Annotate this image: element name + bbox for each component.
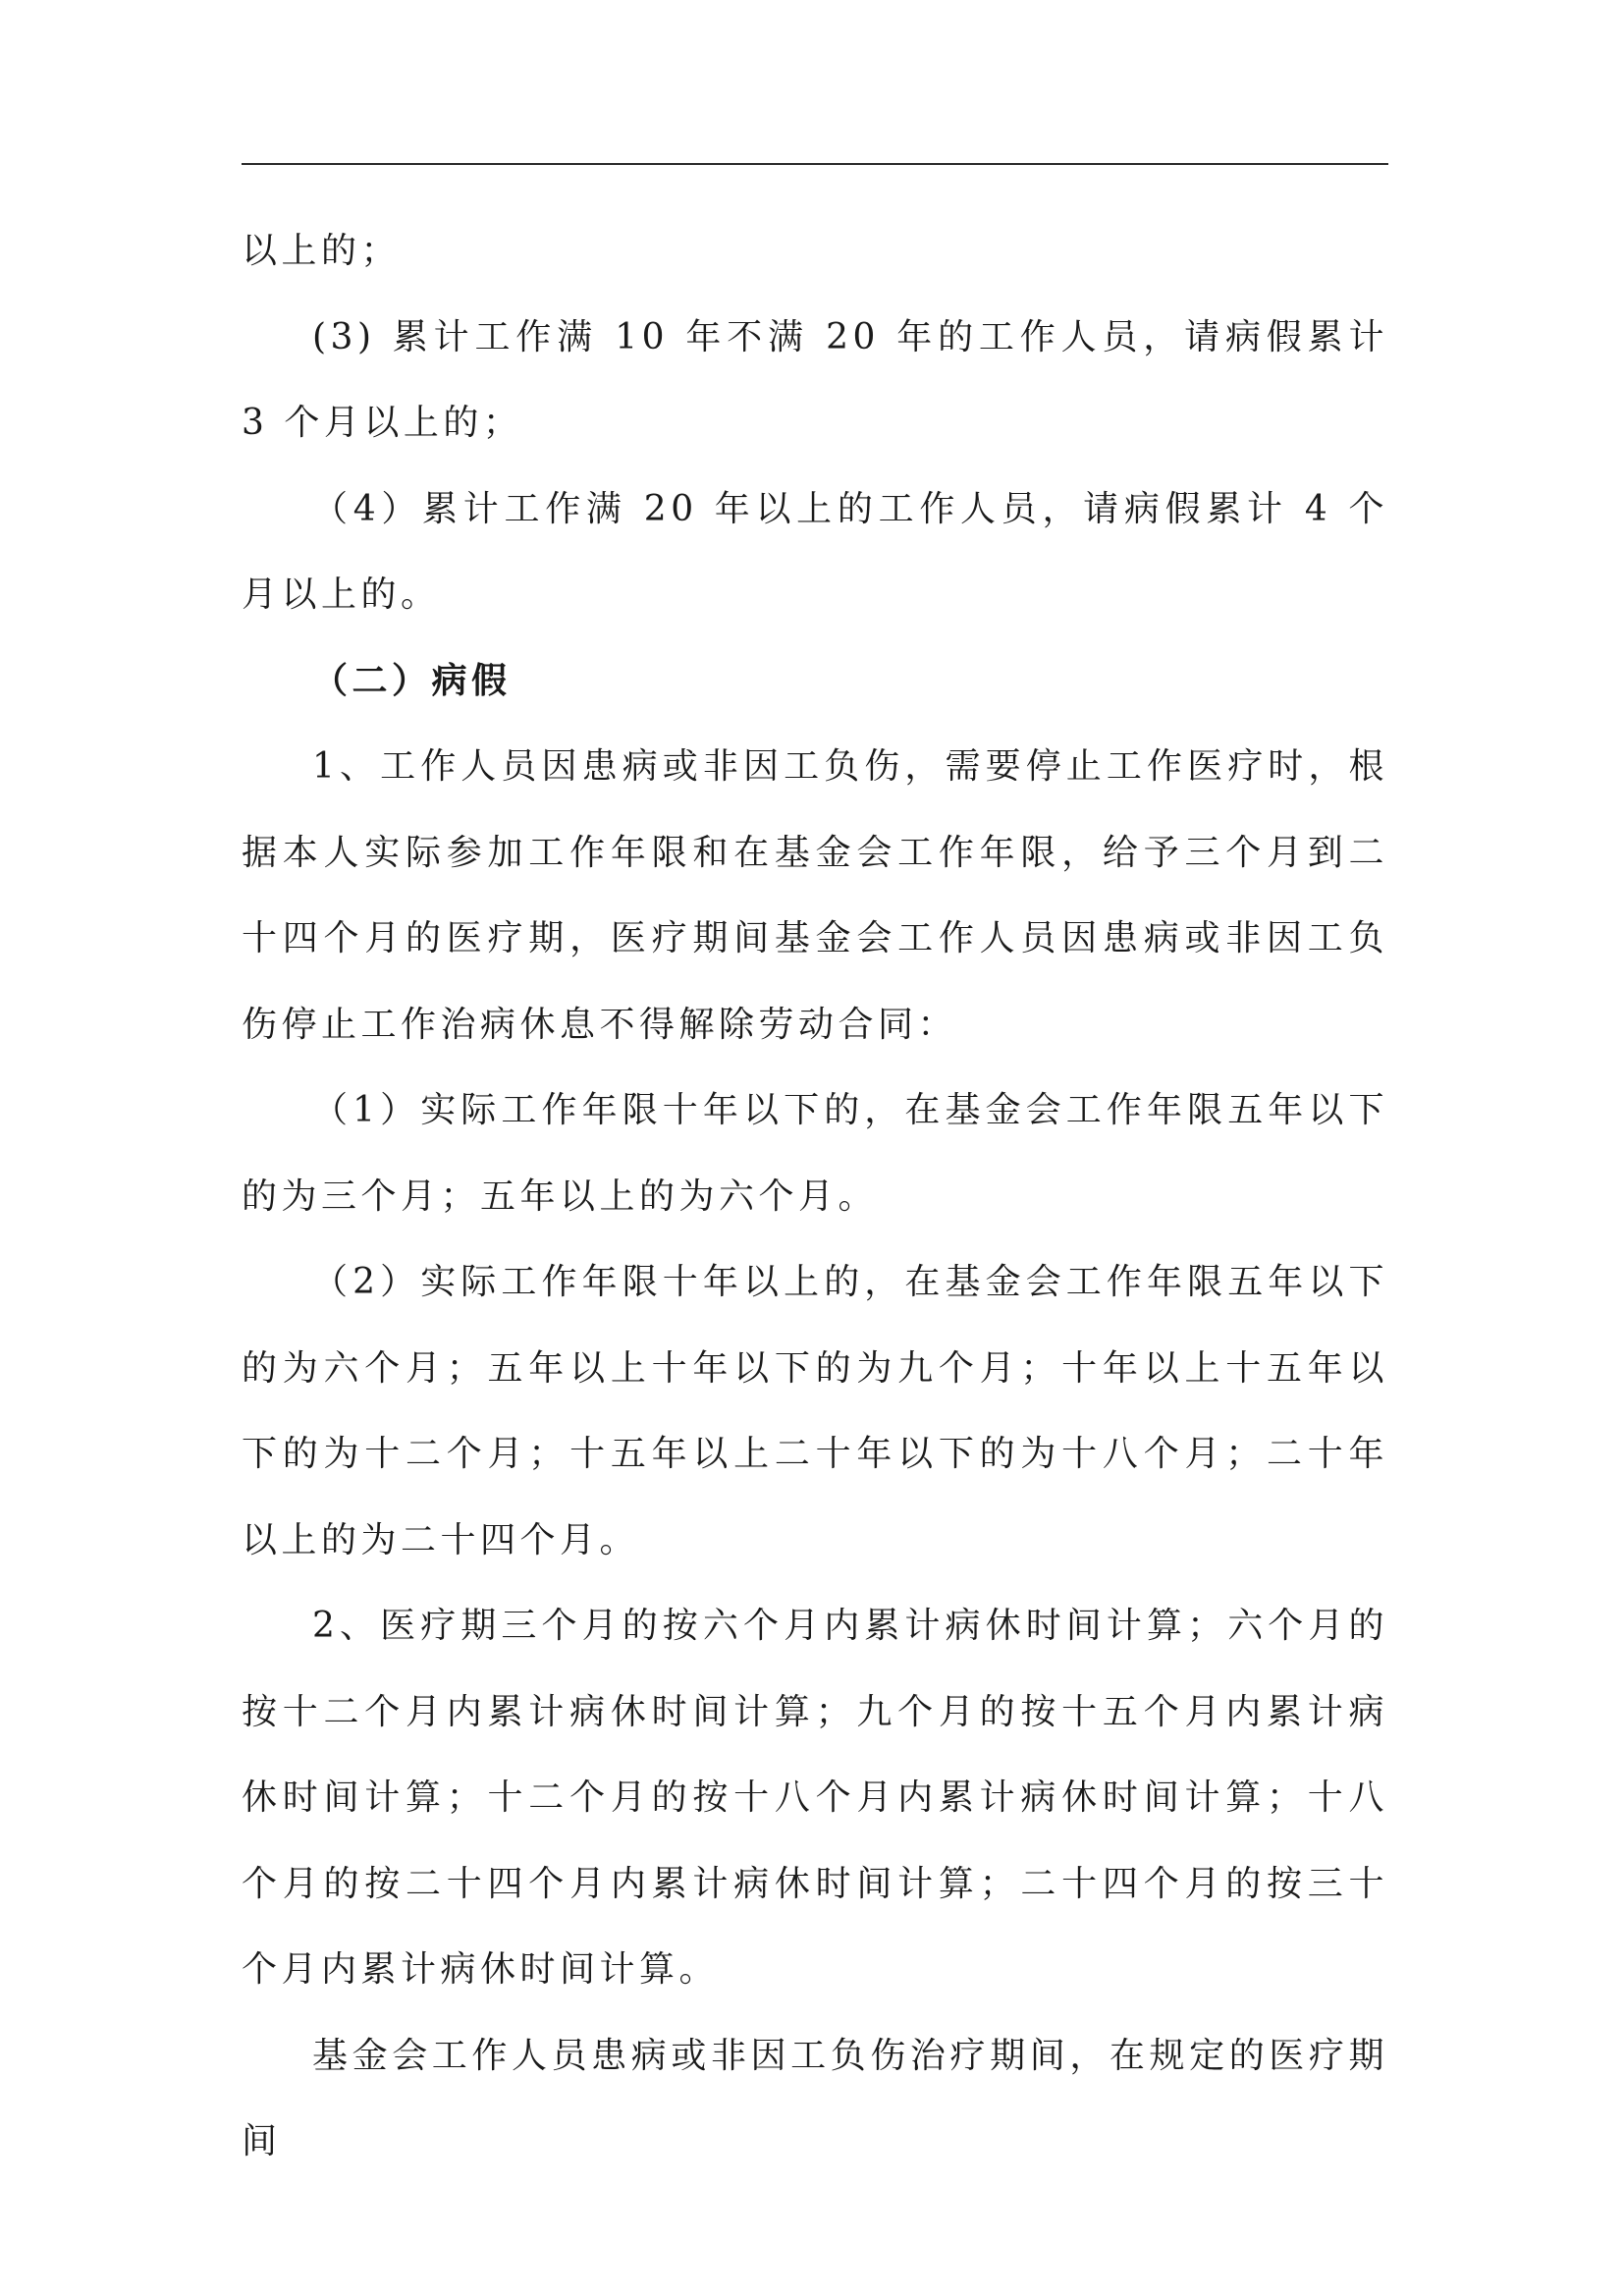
document-body (242, 208, 1388, 2185)
paragraph-clause-1: 1、工作人员因患病或非因工负伤，需要停止工作医疗时，根据本人实际参加工作年限和在基金会工作年限，给予三个月到二十四个月的医疗期，医疗期间基金会工作人员因患病或非因工负伤停止工作治病休息不得解除劳动合同： (242, 746, 1388, 1045)
paragraph-subitem-2: （2）实际工作年限十年以上的，在基金会工作年限五年以下的为六个月；五年以上十年以下的为九个月；十年以上十五年以下的为十二个月；十五年以上二十年以下的为十八个月；二十年以上的为二十四个月。 (242, 1262, 1388, 1560)
paragraph-continuation: 以上的； (242, 231, 402, 271)
section-heading-sick-leave: （二）病假 (312, 660, 512, 701)
paragraph-item-3: (3) 累计工作满 10 年不满 20 年的工作人员，请病假累计 3 个月以上的； (242, 316, 1388, 443)
paragraph-subitem-1: （1）实际工作年限十年以下的，在基金会工作年限五年以下的为三个月；五年以上的为六个月。 (242, 1090, 1388, 1217)
paragraph-final: 基金会工作人员患病或非因工负伤治疗期间，在规定的医疗期间 (242, 2035, 1388, 2161)
header-rule (242, 163, 1388, 165)
paragraph-item-4: （4）累计工作满 20 年以上的工作人员，请病假累计 4 个月以上的。 (242, 488, 1388, 615)
paragraph-clause-2: 2、医疗期三个月的按六个月内累计病休时间计算；六个月的按十二个月内累计病休时间计算；九个月的按十五个月内累计病休时间计算；十二个月的按十八个月内累计病休时间计算；十八个月的按二十四个月内累计病休时间计算；二十四个月的按三十个月内累计病休时间计算。 (242, 1606, 1388, 1990)
